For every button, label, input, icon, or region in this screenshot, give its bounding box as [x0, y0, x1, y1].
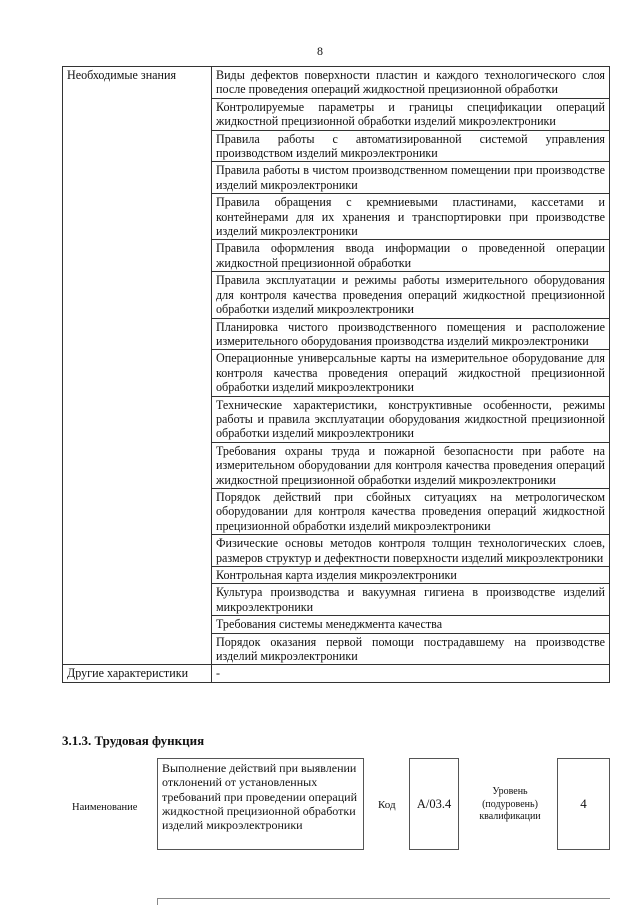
- knowledge-item: Контролируемые параметры и границы спецификации операций жидкостной прецизионной обработки изделий микроэлектроники: [212, 98, 610, 130]
- next-table-edge: [157, 898, 610, 905]
- name-label: Наименование: [72, 802, 138, 813]
- qualification-level-label: Уровень (подуровень) квалификации: [479, 786, 541, 822]
- knowledge-item: Порядок действий при сбойных ситуациях на метрологическом оборудовании для контроля качества проведения операций жидкостной прецизионной обработки изделий микроэлектроники: [212, 488, 610, 534]
- knowledge-item: Требования охраны труда и пожарной безопасности при работе на измерительном оборудовании для контроля качества проведения операций жидкостной прецизионной обработки изделий микроэлектроники: [212, 442, 610, 488]
- knowledge-table: [62, 66, 610, 683]
- knowledge-item: Правила работы в чистом производственном помещении при производстве изделий микроэлектроники: [212, 162, 610, 194]
- qualification-level-box: 4: [557, 758, 610, 850]
- function-code-box: A/03.4: [409, 758, 459, 850]
- knowledge-item: Правила обращения с кремниевыми пластинами, кассетами и контейнерами для их хранения и транспортировки при производстве изделий микроэлектроники: [212, 194, 610, 240]
- section-title: 3.1.3. Трудовая функция: [62, 733, 205, 748]
- knowledge-item: Порядок оказания первой помощи пострадавшему на производстве изделий микроэлектроники: [212, 633, 610, 665]
- knowledge-item: Правила работы с автоматизированной системой управления производством изделий микроэлектроники: [212, 130, 610, 162]
- code-label: Код: [378, 799, 396, 811]
- knowledge-item: Технические характеристики, конструктивные особенности, режимы работы и правила эксплуатации оборудования жидкостной прецизионной обработки изделий микроэлектроники: [212, 396, 610, 442]
- function-name-box: Выполнение действий при выявлении отклонений от установленных требований при проведении операций жидкостной прецизионной обработки изделий микроэлектроники: [157, 758, 364, 850]
- knowledge-item: Требования системы менеджмента качества: [212, 616, 610, 633]
- page-number: 8: [317, 44, 323, 58]
- knowledge-item: Физические основы методов контроля толщин технологических слоев, размеров структур и дефектности поверхности изделий микроэлектроники: [212, 535, 610, 567]
- knowledge-item: Операционные универсальные карты на измерительное оборудование для контроля качества проведения операций жидкостной прецизионной обработки изделий микроэлектроники: [212, 350, 610, 396]
- required-knowledge-label: Необходимые знания: [63, 67, 212, 665]
- other-characteristics-label: Другие характеристики: [63, 665, 212, 682]
- knowledge-item: Контрольная карта изделия микроэлектроники: [212, 567, 610, 584]
- knowledge-item: Планировка чистого производственного помещения и расположение измерительного оборудования производства изделий микроэлектроники: [212, 318, 610, 350]
- knowledge-item: Правила оформления ввода информации о проведенной операции жидкостной прецизионной обработки: [212, 240, 610, 272]
- knowledge-item: Культура производства и вакуумная гигиена в производстве изделий микроэлектроники: [212, 584, 610, 616]
- other-characteristics-row: [63, 665, 610, 682]
- knowledge-row: [63, 67, 610, 99]
- knowledge-item: Виды дефектов поверхности пластин и каждого технологического слоя после проведения операций жидкостной прецизионной обработки: [212, 67, 610, 99]
- knowledge-item: Правила эксплуатации и режимы работы измерительного оборудования для контроля качества проведения операций жидкостной прецизионной обработки изделий микроэлектроники: [212, 272, 610, 318]
- other-characteristics-value: -: [212, 665, 610, 682]
